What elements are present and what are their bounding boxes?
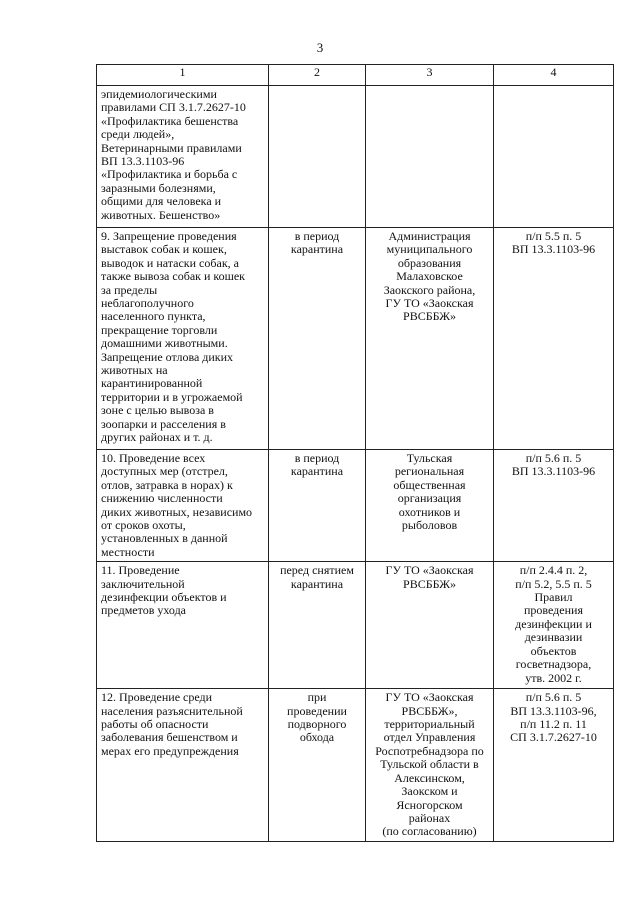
executor-cell: ГУ ТО «Заокская РВСББЖ» — [366, 562, 494, 689]
page-number: 3 — [316, 40, 324, 55]
period-cell: в период карантина — [269, 450, 366, 562]
column-header: 2 — [269, 65, 366, 86]
measure-cell: 11. Проведение заключительной дезинфекции объектов и предметов ухода — [97, 562, 269, 689]
measure-cell: эпидемиологическими правилами СП 3.1.7.2627-10 «Профилактика бешенства среди людей», Ветеринарными правилами ВП 13.3.1103-96 «Профилактика и борьба с заразными болезнями, общими для человека и животных. Бешенство» — [97, 86, 269, 228]
measure-cell: 10. Проведение всех доступных мер (отстрел, отлов, затравка в норах) к снижению численности диких животных, независимо от сроков охоты, установленных в данной местности — [97, 450, 269, 562]
measure-cell: 9. Запрещение проведения выставок собак и кошек, выводок и натаски собак, а также вывоза собак и кошек за пределы неблагополучного населенного пункта, прекращение торговли домашними животными. Запрещение отлова диких животных на карантинированной территории и в угрожаемой зоне с целью вывоза в зоопарки и расселения в других районах и т. д. — [97, 228, 269, 450]
column-header: 4 — [494, 65, 614, 86]
period-cell: при проведении подворного обхода — [269, 689, 366, 841]
measure-cell: 12. Проведение среди населения разъяснительной работы об опасности заболевания бешенством и мерах его предупреждения — [97, 689, 269, 841]
basis-cell: п/п 5.6 п. 5 ВП 13.3.1103-96, п/п 11.2 п. 11 СП 3.1.7.2627-10 — [494, 689, 614, 841]
table-row — [97, 450, 614, 562]
executor-cell: ГУ ТО «Заокская РВСББЖ», территориальный отдел Управления Роспотребнадзора по Тульской области в Алексинском, Заокском и Ясногорском районах (по согласованию) — [366, 689, 494, 841]
table-header-row — [97, 65, 614, 86]
executor-cell: Администрация муниципального образования Малаховское Заокского района, ГУ ТО «Заокская РВСББЖ» — [366, 228, 494, 450]
executor-cell: Тульская региональная общественная организация охотников и рыболовов — [366, 450, 494, 562]
table-row — [97, 689, 614, 841]
table-row — [97, 562, 614, 689]
basis-cell: п/п 5.6 п. 5 ВП 13.3.1103-96 — [494, 450, 614, 562]
executor-cell — [366, 86, 494, 228]
period-cell: в период карантина — [269, 228, 366, 450]
column-header: 3 — [366, 65, 494, 86]
period-cell — [269, 86, 366, 228]
basis-cell: п/п 5.5 п. 5 ВП 13.3.1103-96 — [494, 228, 614, 450]
basis-cell: п/п 2.4.4 п. 2, п/п 5.2, 5.5 п. 5 Правил проведения дезинфекции и дезинвазии объектов госветнадзора, утв. 2002 г. — [494, 562, 614, 689]
measures-table — [96, 64, 614, 842]
period-cell: перед снятием карантина — [269, 562, 366, 689]
table-row — [97, 228, 614, 450]
column-header: 1 — [97, 65, 269, 86]
table-row — [97, 86, 614, 228]
basis-cell — [494, 86, 614, 228]
